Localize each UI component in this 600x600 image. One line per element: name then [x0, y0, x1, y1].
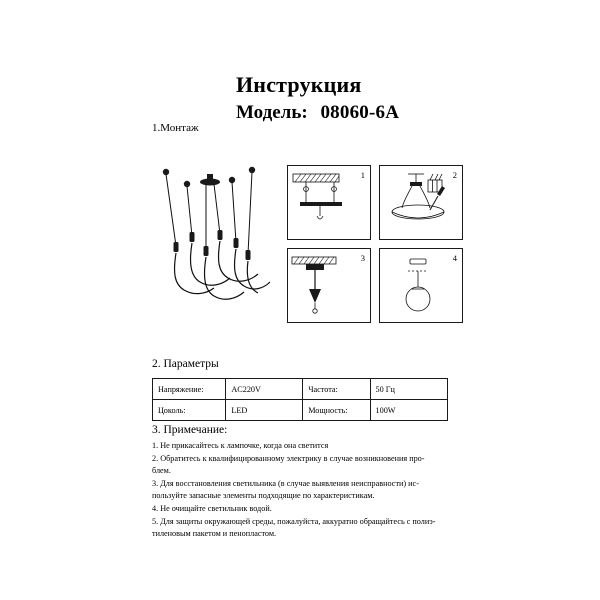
- step-number-1: 1: [360, 170, 365, 180]
- section-heading-parameters: 2. Параметры: [152, 358, 219, 370]
- param-value-frequency: 50 Гц: [370, 379, 447, 400]
- param-label-power: Мощность:: [303, 400, 370, 421]
- step-box-3: [287, 248, 371, 323]
- note-line: блем.: [152, 466, 171, 476]
- step-number-4: 4: [452, 253, 457, 263]
- model-label: Модель:: [236, 102, 308, 123]
- note-line: 2. Обратитесь к квалифицированному электрику в случае возникновения про-: [152, 453, 425, 463]
- chandelier-illustration: [140, 150, 280, 330]
- param-value-voltage: AC220V: [226, 379, 303, 400]
- note-line: 5. Для защиты окружающей среды, пожалуйста, аккуратно обращайтесь с полиэ-: [152, 516, 436, 526]
- section-heading-notes: 3. Примечание:: [152, 424, 228, 436]
- param-label-voltage: Напряжение:: [153, 379, 226, 400]
- section-heading-assembly: 1.Монтаж: [152, 122, 199, 134]
- step-box-1: [287, 165, 371, 240]
- param-value-socket: LED: [226, 400, 303, 421]
- parameters-table: [152, 378, 448, 421]
- table-row: [153, 379, 448, 400]
- step-box-2: [379, 165, 463, 240]
- param-label-frequency: Частота:: [303, 379, 370, 400]
- step-number-3: 3: [360, 253, 365, 263]
- param-label-socket: Цоколь:: [153, 400, 226, 421]
- notes-list: [152, 440, 452, 541]
- step-box-4: [379, 248, 463, 323]
- note-line: тиленовым пакетом и пенопластом.: [152, 529, 277, 539]
- model-value: 08060-6A: [320, 102, 400, 123]
- note-line: 4. Не очищайте светильник водой.: [152, 503, 272, 513]
- note-line: 1. Не прикасайтесь к лампочке, когда она светится: [152, 441, 329, 450]
- model-row: [236, 102, 399, 124]
- note-line: пользуйте запасные элементы подходящие по характеристикам.: [152, 491, 375, 501]
- param-value-power: 100W: [370, 400, 447, 421]
- page-title: Инструкция: [236, 72, 362, 97]
- step-number-2: 2: [452, 170, 457, 180]
- table-row: [153, 400, 448, 421]
- note-line: 3. Для восстановления светильника (в случае выявления неисправности) ис-: [152, 478, 419, 488]
